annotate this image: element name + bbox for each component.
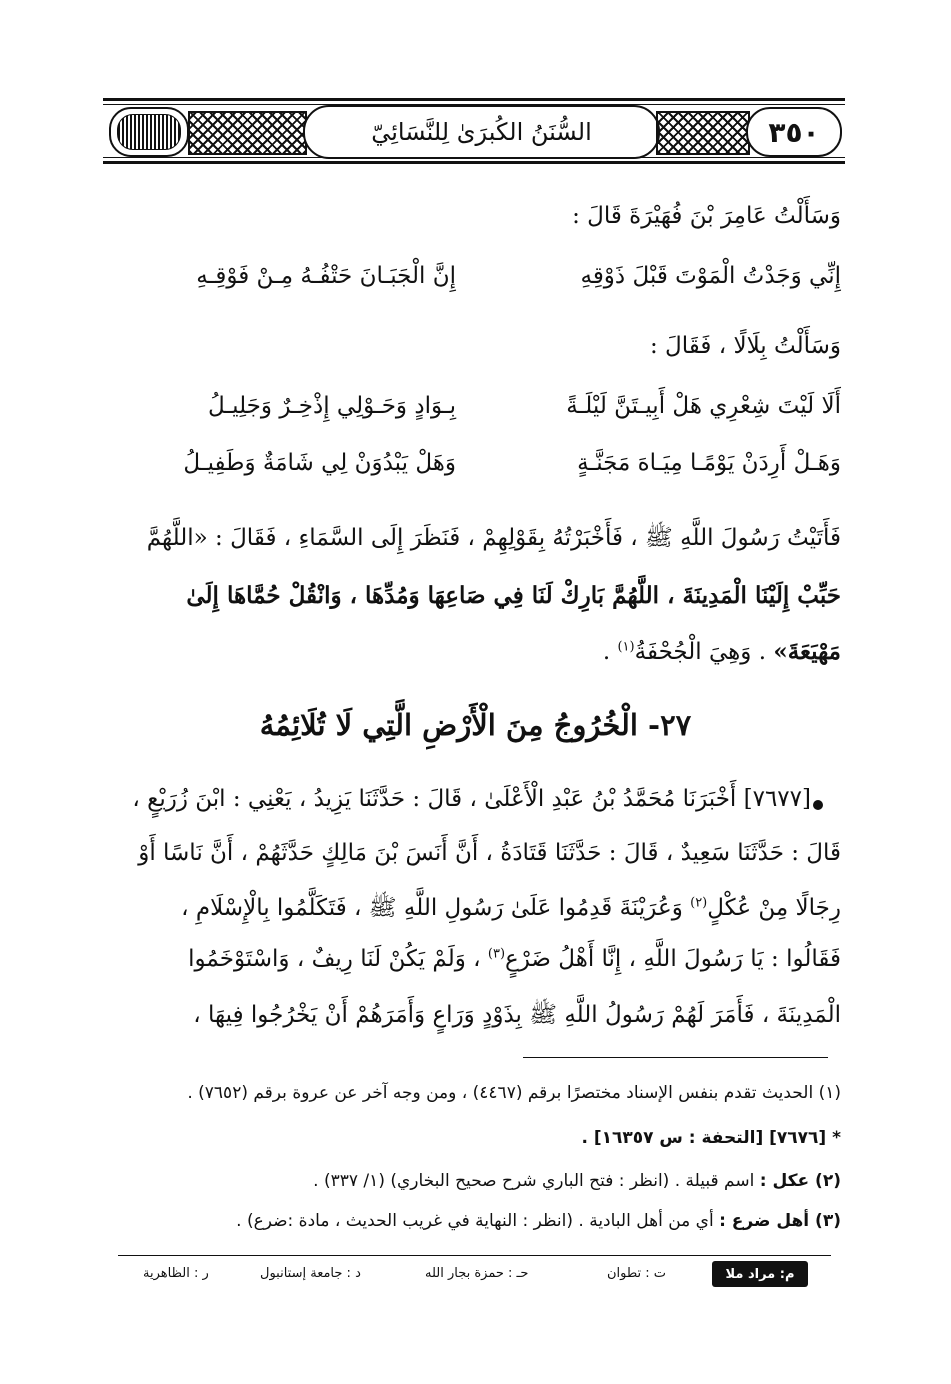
manuscript-siglum: ت : تطوان	[607, 1266, 667, 1281]
bullet-icon	[813, 800, 823, 810]
manuscript-siglum: ر : الظاهرية	[143, 1266, 209, 1281]
text-span: .	[602, 639, 618, 665]
footnote-3	[236, 1211, 841, 1231]
hadith-line	[181, 893, 841, 927]
text-line: وَسَأَلْتُ عَامِرَ بْنَ فُهَيْرَةَ قَالَ :	[572, 203, 841, 229]
footnote-separator	[523, 1057, 828, 1058]
text-span: رِجَالًا مِنْ عُكْلٍ	[707, 895, 841, 921]
manuscript-siglum: حـ : حمزة بجار الله	[425, 1266, 529, 1281]
verse-hemistich-left: إِنَّ الْجَبَـانَ حَتْفُـهُ مِـنْ فَوْقِـهِ	[196, 263, 456, 289]
page-number: ٣٥٠	[768, 115, 820, 149]
footnote-1: (١) الحديث تقدم بنفس الإسناد مختصرًا برقم (٤٤٦٧) ، ومن وجه آخر عن عروة برقم (٧٦٥٢) .	[187, 1083, 841, 1103]
footnote-star: * [٧٦٧٦] [التحفة : س ١٦٣٥٧] .	[581, 1128, 841, 1148]
text-span: . وَهِيَ الْجُحْفَةُ	[634, 639, 774, 665]
hadith-line: [٧٦٧٧] أَخْبَرَنَا مُحَمَّدُ بْنُ عَبْدِ الْأَعْلَىٰ ، قَالَ : حَدَّثَنَا يَزِيدُ ، يَعْنِي : ابْنَ زُرَيْعٍ ،	[132, 786, 811, 812]
header-ornament-right	[656, 111, 750, 155]
text-span: وَعُرَيْنَةَ قَدِمُوا عَلَىٰ رَسُولِ اللَّهِ ﷺ ، فَتَكَلَّمُوا بِالْإِسْلَامِ ،	[181, 895, 691, 921]
header-ornament-left	[188, 111, 307, 155]
book-title-cartouche	[303, 105, 660, 159]
text-line: وَسَأَلْتُ بِلَالًا ، فَقَالَ :	[650, 333, 841, 359]
verse-hemistich-right: وَهَـلْ أَرِدَنْ يَوْمًـا مِيَـاهَ مَجَنَّـةٍ	[577, 450, 841, 476]
footnote-ref: (١)	[617, 639, 635, 655]
text-span: ، وَلَمْ يَكُنْ لَنَا رِيفٌ ، وَاسْتَوْخَمُوا	[188, 946, 488, 972]
manuscript-siglum: د : جامعة إستانبول	[260, 1266, 361, 1281]
footnote-ref: (٢)	[690, 895, 708, 911]
text-span: فَقَالُوا : يَا رَسُولَ اللَّهِ ، إِنَّا أَهْلُ ضَرْعٍ	[505, 946, 841, 972]
verse-hemistich-left: بِـوَادٍ وَحَـوْلِي إِذْخِـرٌ وَجَلِيـلُ	[207, 393, 456, 419]
page-number-box	[746, 107, 842, 157]
page-header	[103, 98, 845, 164]
footnote-ref: (٣)	[487, 946, 506, 962]
verse-hemistich-right: إِنِّي وَجَدْتُ الْمَوْتَ قَبْلَ ذَوْقِهِ	[580, 263, 841, 289]
footer-separator	[118, 1255, 831, 1256]
text-line: حَبِّبْ إِلَيْنَا الْمَدِينَةَ ، اللَّهُمَّ بَارِكْ لَنَا فِي صَاعِهَا وَمُدِّهَا ، وَانْقُلْ حُمَّاهَا إِلَىٰ	[186, 582, 841, 609]
footnote-2	[313, 1171, 841, 1191]
verse-hemistich-right: أَلَا لَيْتَ شِعْرِي هَلْ أَبِيـتَنَّ لَيْلَـةً	[566, 393, 841, 419]
text-span: اسم قبيلة . (انظر : فتح الباري شرح صحيح البخاري) (١/ ٣٣٧) .	[313, 1171, 760, 1191]
footnote-term: (٣) أهل ضرع :	[719, 1211, 841, 1231]
book-title: السُّنَنُ الكُبرَىٰ لِلنَّسَائِيّ	[371, 118, 592, 146]
hadith-line: قَالَ : حَدَّثَنَا سَعِيدٌ ، قَالَ : حَدَّثَنَا قَتَادَةُ ، أَنَّ أَنَسَ بْنَ مَالِكٍ حَدَّثَهُمْ ، أَنَّ نَاسًا أَوْ	[138, 840, 841, 866]
verse-hemistich-left: وَهَلْ يَبْدُوَنْ لِي شَامَةٌ وَطَفِيـلُ	[183, 450, 456, 476]
footnote-term: (٢) عكل :	[759, 1171, 841, 1191]
text-line: فَأَتَيْتُ رَسُولَ اللَّهِ ﷺ ، فَأَخْبَرْتُهُ بِقَوْلِهِمْ ، فَنَظَرَ إِلَى السَّمَاءِ ، فَقَالَ : «اللَّهُمَّ	[146, 525, 841, 551]
hadith-line: الْمَدِينَةَ ، فَأَمَرَ لَهُمْ رَسُولُ اللَّهِ ﷺ بِذَوْدٍ وَرَاعٍ وَأَمَرَهُمْ أَنْ يَخْرُجُوا فِيهَا ،	[193, 1002, 841, 1028]
bold-phrase: مَهْيَعَةَ»	[773, 638, 841, 665]
text-line	[603, 638, 841, 665]
chapter-heading: ٢٧- الْخُرُوجُ مِنَ الْأَرْضِ الَّتِي لَا تُلَائِمُهُ	[259, 708, 692, 742]
manuscript-badge: م: مراد ملا	[712, 1261, 808, 1287]
book-seal-logo	[109, 107, 189, 157]
text-span: أي من أهل البادية . (انظر : النهاية في غريب الحديث ، مادة :ضرع) .	[236, 1211, 720, 1231]
hadith-line	[188, 946, 841, 972]
